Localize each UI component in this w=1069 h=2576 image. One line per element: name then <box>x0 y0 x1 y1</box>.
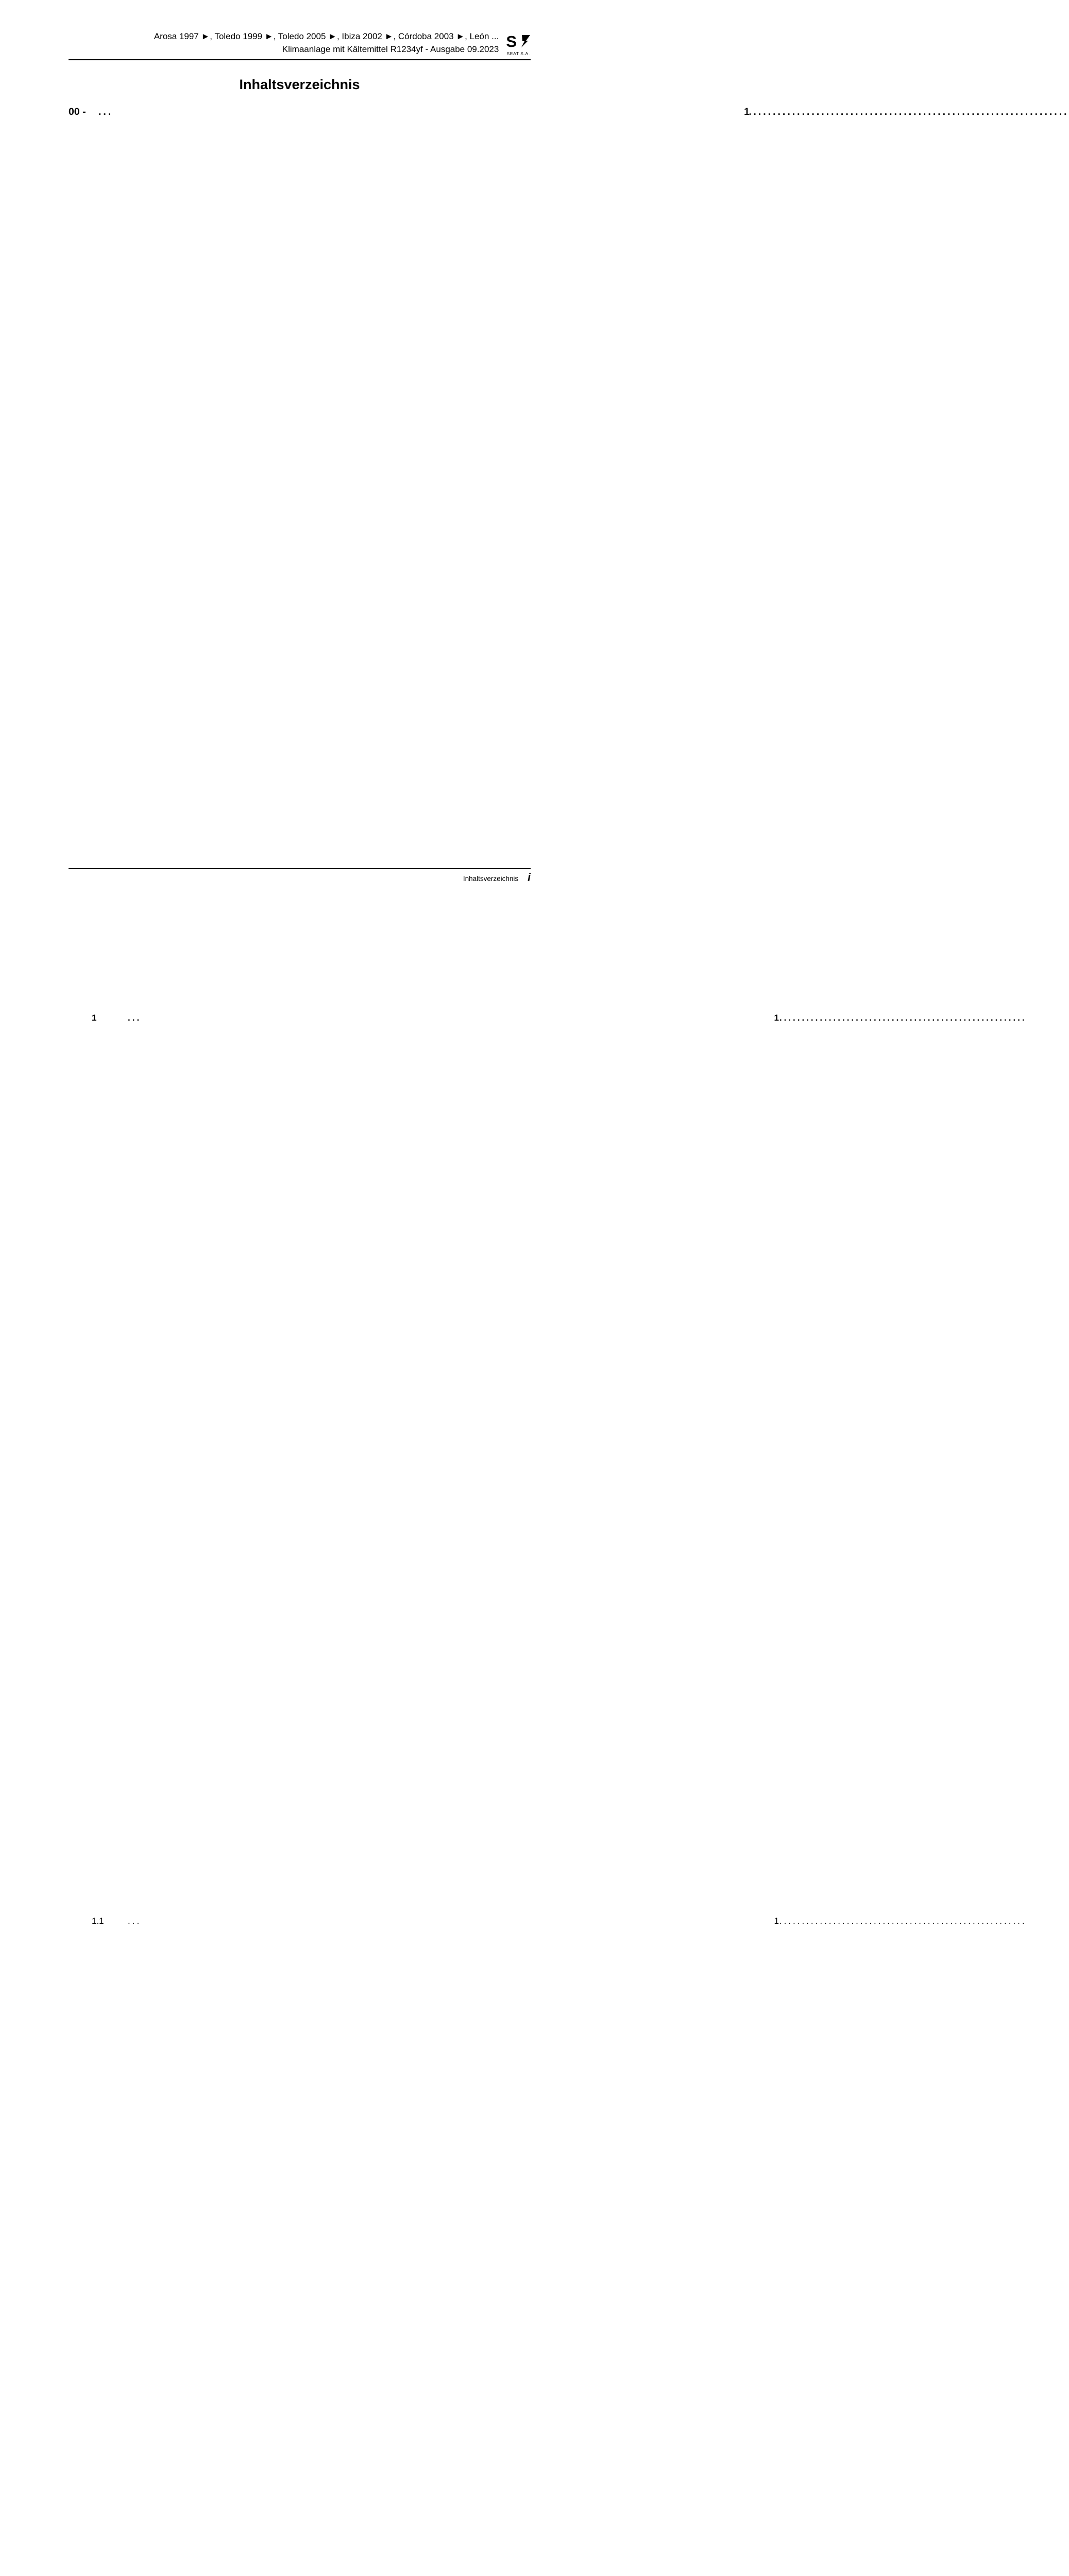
toc-row <box>69 1915 779 2576</box>
seat-arrow-icon <box>520 35 531 48</box>
page-title: Inhaltsverzeichnis <box>239 77 360 92</box>
page-header <box>69 0 531 60</box>
header-text <box>154 30 499 57</box>
toc-leader-dots <box>98 106 108 118</box>
header-subtitle-line: Klimaanlage mit Kältemittel R1234yf - Ausgabe 09.2023 <box>282 44 499 54</box>
footer-page-number: i <box>528 872 531 884</box>
toc-leader-dots <box>128 1012 137 1024</box>
toc-row-number: 1 <box>92 1013 97 1023</box>
toc-row-page: 1 <box>140 1012 779 1915</box>
footer-divider <box>69 868 531 869</box>
seat-logo-caption: SEAT S.A. <box>506 51 530 56</box>
page-footer <box>69 866 531 884</box>
toc-row-page: 1 <box>140 1915 779 2576</box>
toc-row <box>69 1012 779 1915</box>
seat-logo <box>506 32 531 57</box>
toc-row-number: 1.1 <box>92 1916 104 1926</box>
table-of-contents <box>69 106 779 2576</box>
toc-row-number: 00 - <box>69 106 86 117</box>
header-models-line: Arosa 1997 ►, Toledo 1999 ►, Toledo 2005 ►, Ibiza 2002 ►, Córdoba 2003 ►, León ... <box>154 31 499 41</box>
toc-row-page: 1 <box>111 106 750 1009</box>
header-divider <box>69 59 531 60</box>
toc-leader-dots <box>128 1915 137 1927</box>
page-content <box>69 0 779 2576</box>
footer-label: Inhaltsverzeichnis <box>463 875 519 883</box>
seat-logo-s: S <box>506 32 517 50</box>
